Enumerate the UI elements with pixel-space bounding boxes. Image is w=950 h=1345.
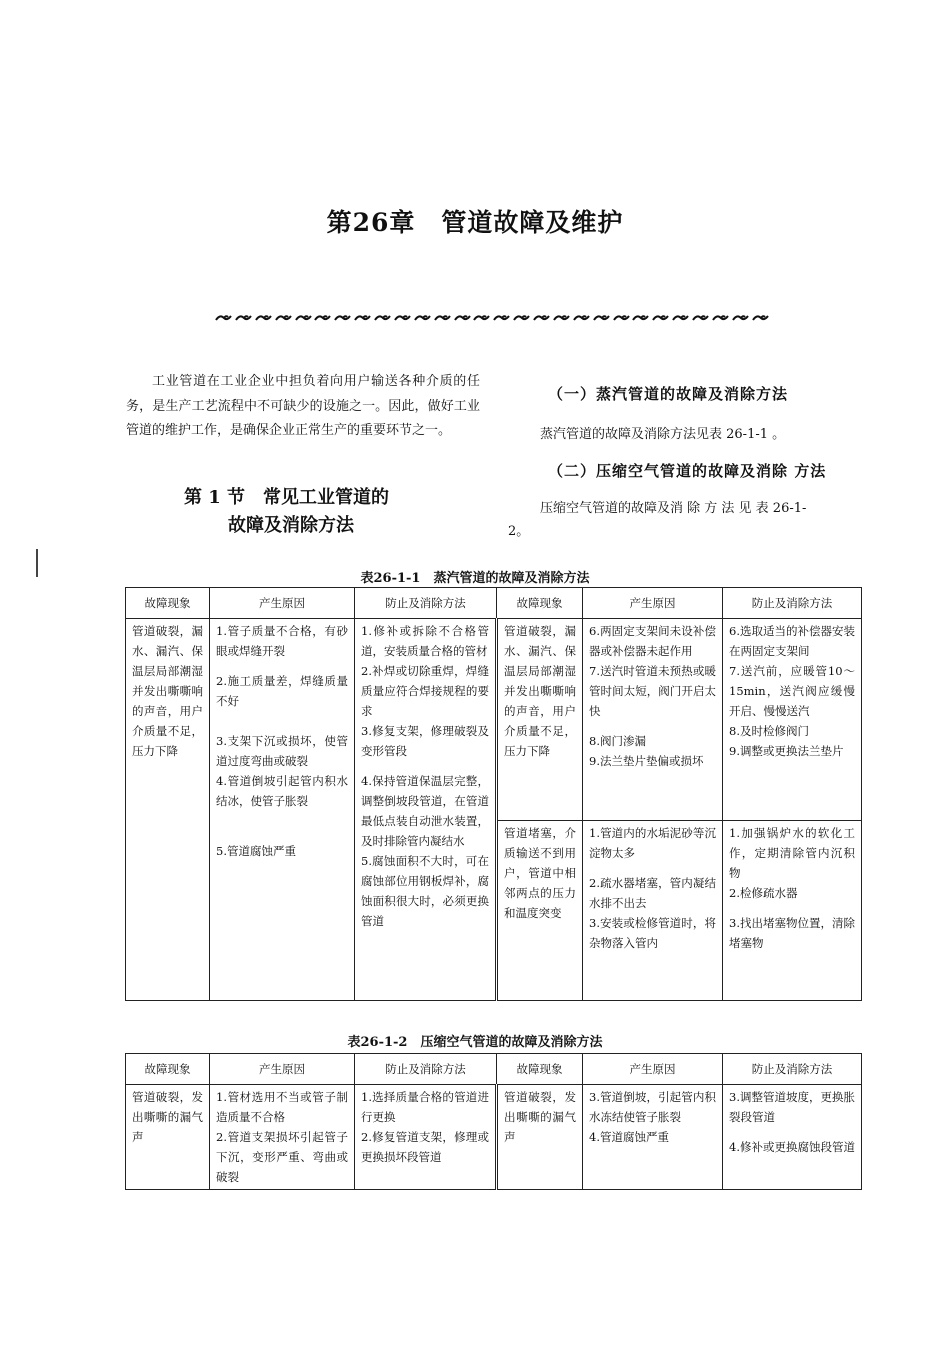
ornament-swirl-icon	[752, 313, 770, 323]
fix-item: 4.保持管道保温层完整，调整倒坡段管道，在管道最低点装自动泄水装置，及时排除管内凝结水	[361, 774, 489, 848]
chapter-number: 第26章	[326, 208, 416, 237]
subsection-text-air: 压缩空气管道的故障及消 除 方 法 见 表 26-1-	[540, 501, 807, 516]
ornament-swirl-icon	[354, 313, 372, 323]
fix-item: 3.调整管道坡度，更换胀裂段管道	[729, 1090, 855, 1124]
ornament-swirl-icon	[275, 313, 293, 323]
chapter-name: 管道故障及维护	[441, 208, 624, 237]
cause-item: 5.管道腐蚀严重	[216, 844, 296, 858]
fix-item: 3.找出堵塞物位置，清除堵塞物	[729, 916, 855, 950]
fix-item: 9.调整或更换法兰垫片	[729, 744, 844, 758]
ornament-swirl-icon	[732, 313, 750, 323]
ornament-swirl-icon	[553, 313, 571, 323]
ornament-swirl-icon	[473, 313, 491, 323]
table1-left-symptom: 管道破裂，漏水、漏汽、保温层局部潮湿并发出嘶嘶响的声音，用户介质量不足，压力下降	[126, 619, 210, 1001]
subsection-title-air: （二）压缩空气管道的故障及消除 方法	[548, 462, 827, 480]
ornament-swirl-icon	[374, 313, 392, 323]
table2-caption: 表26-1-2 压缩空气管道的故障及消除方法	[347, 1035, 603, 1050]
cause-item: 3.安装或检修管道时，将杂物落入管内	[589, 916, 716, 950]
ornament-swirl-icon	[613, 313, 631, 323]
cause-item: 3.管道倒坡，引起管内积水冻结使管子胀裂	[589, 1090, 716, 1124]
ornament-swirl-icon	[573, 313, 591, 323]
table1-steam-pipe	[125, 587, 862, 1001]
table1-left-causes	[210, 619, 355, 1001]
fix-item: 6.选取适当的补偿器安装在两固定支架间	[729, 624, 855, 658]
table1-header-symptom: 故障现象	[126, 588, 210, 619]
ornament-swirl-icon	[215, 313, 233, 323]
table2-left-fixes	[355, 1085, 497, 1190]
fix-item: 7.送汽前，应暖管10～15min，送汽阀应缓慢开启、慢慢送汽	[729, 664, 855, 718]
table1-header-fix-2: 防止及消除方法	[723, 588, 862, 619]
table1-header-symptom-2: 故障现象	[497, 588, 583, 619]
table1-right-b-causes	[583, 821, 723, 1001]
fix-item: 2.补焊或切除重焊，焊缝质量应符合焊接规程的要求	[361, 664, 489, 718]
cause-item: 3.支架下沉或损坏，使管道过度弯曲或破裂	[216, 734, 348, 768]
cause-item: 7.送汽时管道未预热或暖管时间太短，阀门开启太快	[589, 664, 716, 718]
table1-right-a-causes	[583, 619, 723, 821]
section-heading-line2: 故障及消除方法	[228, 515, 354, 536]
ornament-swirl-icon	[235, 313, 253, 323]
table-row	[126, 1085, 862, 1190]
chapter-title	[0, 203, 950, 239]
ornament-divider	[215, 311, 770, 325]
intro-paragraph: 工业管道在工业企业中担负着向用户输送各种介质的任务，是生产工艺流程中不可缺少的设施之一。因此，做好工业管道的维护工作，是确保企业正常生产的重要环节之一。	[126, 374, 480, 438]
table1-header-fix: 防止及消除方法	[355, 588, 497, 619]
table2-header-symptom-2: 故障现象	[497, 1054, 583, 1085]
table2-compressed-air-pipe	[125, 1053, 862, 1190]
table2-right-causes	[583, 1085, 723, 1190]
section-heading	[184, 484, 389, 540]
fix-item: 5.腐蚀面积不大时，可在腐蚀部位用钢板焊补，腐蚀面积很大时，必须更换管道	[361, 854, 489, 928]
table1-caption: 表26-1-1 蒸汽管道的故障及消除方法	[360, 571, 590, 586]
fix-item: 8.及时检修阀门	[729, 724, 809, 738]
table1-right-b-symptom: 管道堵塞，介质输送不到用户，管道中相邻两点的压力和温度突变	[497, 821, 583, 1001]
table2-header-fix: 防止及消除方法	[355, 1054, 497, 1085]
table2-left-symptom: 管道破裂，发出嘶嘶的漏气声	[126, 1085, 210, 1190]
fix-item: 2.修复管道支架，修理或更换损坏段管道	[361, 1130, 489, 1164]
cause-item: 1.管子质量不合格，有砂眼或焊缝开裂	[216, 624, 348, 658]
cause-item: 2.疏水器堵塞，管内凝结水排不出去	[589, 876, 716, 910]
fix-item: 1.加强锅炉水的软化工作，定期清除管内沉积物	[729, 826, 855, 880]
table-row	[126, 619, 862, 821]
ornament-swirl-icon	[632, 313, 650, 323]
fix-item: 2.检修疏水器	[729, 886, 798, 900]
ornament-swirl-icon	[295, 313, 313, 323]
fix-item: 1.选择质量合格的管道进行更换	[361, 1090, 489, 1124]
cause-item: 2.施工质量差，焊缝质量不好	[216, 674, 348, 708]
subsection-title-steam: （一）蒸汽管道的故障及消除方法	[548, 385, 789, 403]
ornament-swirl-icon	[314, 313, 332, 323]
ornament-swirl-icon	[454, 313, 472, 323]
ornament-swirl-icon	[255, 313, 273, 323]
fix-item: 4.修补或更换腐蚀段管道	[729, 1140, 855, 1154]
cause-item: 4.管道倒坡引起管内积水结冰，使管子胀裂	[216, 774, 348, 808]
table1-right-a-fixes	[723, 619, 862, 821]
table1-header-cause: 产生原因	[210, 588, 355, 619]
ornament-swirl-icon	[593, 313, 611, 323]
ornament-swirl-icon	[334, 313, 352, 323]
table2-right-symptom: 管道破裂，发出嘶嘶的漏气声	[497, 1085, 583, 1190]
cause-item: 8.阀门渗漏	[589, 734, 646, 748]
cause-item: 2.管道支架损坏引起管子下沉，变形严重、弯曲或破裂	[216, 1130, 348, 1184]
cause-item: 4.管道腐蚀严重	[589, 1130, 669, 1144]
table-header-row	[126, 588, 862, 619]
cause-item: 9.法兰垫片垫偏或损坏	[589, 754, 704, 768]
ornament-swirl-icon	[434, 313, 452, 323]
ornament-swirl-icon	[533, 313, 551, 323]
ornament-swirl-icon	[414, 313, 432, 323]
ornament-swirl-icon	[652, 313, 670, 323]
fix-item: 3.修复支架，修理破裂及变形管段	[361, 724, 489, 758]
subsection-text-steam: 蒸汽管道的故障及消除方法见表 26-1-1 。	[540, 427, 786, 442]
ornament-swirl-icon	[672, 313, 690, 323]
table2-header-cause: 产生原因	[210, 1054, 355, 1085]
section-heading-line1: 第 1 节 常见工业管道的	[184, 487, 390, 508]
table1-right-b-fixes	[723, 821, 862, 1001]
subsection-text-air-cont: 2。	[508, 524, 530, 539]
table2-left-causes	[210, 1085, 355, 1190]
table-header-row	[126, 1054, 862, 1085]
table2-header-cause-2: 产生原因	[583, 1054, 723, 1085]
table1-left-fixes	[355, 619, 497, 1001]
ornament-swirl-icon	[692, 313, 710, 323]
table2-right-fixes	[723, 1085, 862, 1190]
cause-item: 1.管道内的水垢泥砂等沉淀物太多	[589, 826, 716, 860]
table1-header-cause-2: 产生原因	[583, 588, 723, 619]
ornament-swirl-icon	[394, 313, 412, 323]
table2-header-fix-2: 防止及消除方法	[723, 1054, 862, 1085]
table2-header-symptom: 故障现象	[126, 1054, 210, 1085]
table1-right-a-symptom: 管道破裂，漏水、漏汽、保温层局部潮湿并发出嘶嘶响的声音，用户介质量不足，压力下降	[497, 619, 583, 821]
cause-item: 6.两固定支架间未设补偿器或补偿器未起作用	[589, 624, 716, 658]
ornament-swirl-icon	[493, 313, 511, 323]
ornament-swirl-icon	[712, 313, 730, 323]
ornament-swirl-icon	[513, 313, 531, 323]
fix-item: 1.修补或拆除不合格管道，安装质量合格的管材	[361, 624, 489, 658]
cause-item: 1.管材选用不当或管子制造质量不合格	[216, 1090, 348, 1124]
